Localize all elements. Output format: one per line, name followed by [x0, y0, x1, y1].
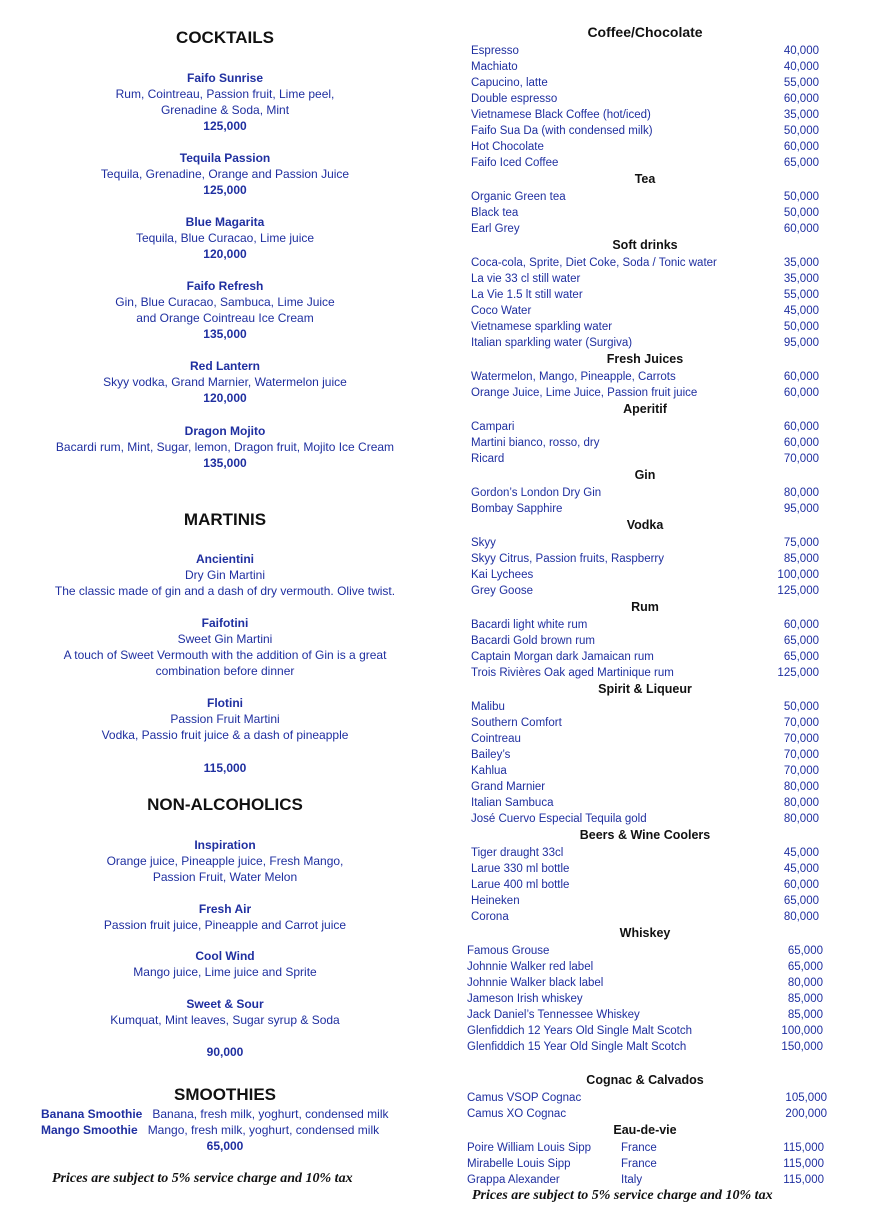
- drink-name: Bacardi light white rum: [471, 619, 588, 631]
- drink-price: 60,000: [783, 387, 819, 399]
- cocktail-name: Red Lantern: [189, 359, 260, 373]
- drink-price: 80,000: [783, 911, 819, 923]
- cocktail-desc: and Orange Cointreau Ice Cream: [136, 311, 314, 325]
- cocktail-tequila-passion: [0, 150, 450, 198]
- smoothie-name: Banana Smoothie: [41, 1107, 143, 1121]
- drink-name: Faifo Iced Coffee: [471, 157, 559, 169]
- smoothie-desc: Banana, fresh milk, yoghurt, condensed milk: [152, 1107, 389, 1121]
- drink-name: Skyy: [471, 537, 496, 549]
- drink-price: 65,000: [783, 651, 819, 663]
- drink-name: Kai Lychees: [471, 569, 534, 581]
- martini-desc: Passion Fruit Martini: [170, 712, 280, 726]
- drink-price: 45,000: [783, 847, 819, 859]
- cocktail-name: Blue Magarita: [185, 215, 265, 229]
- drink-name: Johnnie Walker black label: [467, 977, 604, 989]
- drink-price: 50,000: [783, 125, 819, 137]
- cocktail-price: 120,000: [203, 391, 247, 405]
- martinis-title: MARTINIS: [183, 510, 267, 529]
- martini-desc: The classic made of gin and a dash of dry vermouth. Olive twist.: [54, 584, 396, 598]
- drink-name: Grappa Alexander: [467, 1174, 560, 1186]
- mocktail-desc: Kumquat, Mint leaves, Sugar syrup & Soda: [110, 1013, 340, 1027]
- drink-name: Larue 400 ml bottle: [471, 879, 570, 891]
- drink-price: 35,000: [783, 109, 819, 121]
- drink-price: 80,000: [783, 797, 819, 809]
- drink-name: Faifo Sua Da (with condensed milk): [471, 125, 653, 137]
- martini-desc: Vodka, Passio fruit juice & a dash of pineapple: [101, 728, 349, 742]
- drink-origin: France: [621, 1158, 657, 1170]
- section-gin-title: Gin: [634, 468, 656, 482]
- drink-origin: France: [621, 1142, 657, 1154]
- cocktail-desc: Tequila, Grenadine, Orange and Passion Juice: [100, 167, 350, 181]
- drink-price: 70,000: [783, 749, 819, 761]
- drink-price: 65,000: [787, 945, 823, 957]
- drink-price: 60,000: [783, 421, 819, 433]
- cocktail-desc: Gin, Blue Curacao, Sambuca, Lime Juice: [115, 295, 335, 309]
- drink-price: 50,000: [783, 701, 819, 713]
- cocktail-desc: Bacardi rum, Mint, Sugar, lemon, Dragon fruit, Mojito Ice Cream: [55, 440, 395, 454]
- cocktail-name: Faifo Refresh: [186, 279, 264, 293]
- mocktail-name: Cool Wind: [195, 949, 255, 963]
- drink-price: 60,000: [783, 437, 819, 449]
- drink-price: 80,000: [783, 813, 819, 825]
- martini-name: Flotini: [207, 696, 243, 710]
- mocktail-name: Sweet & Sour: [186, 997, 264, 1011]
- section-tea-title: Tea: [634, 172, 656, 186]
- smoothie-desc: Mango, fresh milk, yoghurt, condensed milk: [147, 1123, 380, 1137]
- drink-price: 65,000: [783, 895, 819, 907]
- section-soft-drinks-title: Soft drinks: [612, 238, 678, 252]
- smoothie-banana: [41, 1106, 389, 1122]
- drink-price: 105,000: [785, 1092, 827, 1104]
- drink-price: 85,000: [787, 993, 823, 1005]
- drink-name: Orange Juice, Lime Juice, Passion fruit juice: [471, 387, 698, 399]
- drink-price: 85,000: [787, 1009, 823, 1021]
- cocktail-price: 135,000: [203, 456, 247, 470]
- drink-price: 70,000: [783, 733, 819, 745]
- drink-name: Italian sparkling water (Surgiva): [471, 337, 633, 349]
- drink-name: Captain Morgan dark Jamaican rum: [471, 651, 654, 663]
- section-spirit-title: Spirit & Liqueur: [598, 682, 692, 696]
- drink-name: Italian Sambuca: [471, 797, 554, 809]
- martini-desc: combination before dinner: [155, 664, 295, 678]
- mocktail-fresh-air: [0, 901, 450, 933]
- smoothie-mango: [41, 1122, 379, 1138]
- mocktail-inspiration: [0, 837, 450, 885]
- mocktail-desc: Passion fruit juice, Pineapple and Carrot juice: [103, 918, 347, 932]
- drink-price: 95,000: [783, 337, 819, 349]
- drink-name: Vietnamese sparkling water: [471, 321, 613, 333]
- cocktail-dragon-mojito: [0, 423, 450, 471]
- smoothies-price: 65,000: [206, 1139, 244, 1153]
- martini-desc: Sweet Gin Martini: [177, 632, 273, 646]
- drink-name: Larue 330 ml bottle: [471, 863, 570, 875]
- drink-name: Grey Goose: [471, 585, 533, 597]
- drink-name: Trois Rivières Oak aged Martinique rum: [471, 667, 674, 679]
- drink-price: 55,000: [783, 289, 819, 301]
- drink-name: Martini bianco, rosso, dry: [471, 437, 600, 449]
- mocktail-desc: Orange juice, Pineapple juice, Fresh Mango,: [106, 854, 344, 868]
- section-beers-title: Beers & Wine Coolers: [579, 828, 711, 842]
- drink-name: Camus VSOP Cognac: [467, 1092, 582, 1104]
- mocktail-desc: Passion Fruit, Water Melon: [152, 870, 298, 884]
- drink-price: 50,000: [783, 207, 819, 219]
- drink-name: La Vie 1.5 lt still water: [471, 289, 583, 301]
- drink-price: 85,000: [783, 553, 819, 565]
- drink-price: 40,000: [783, 61, 819, 73]
- drink-price: 70,000: [783, 717, 819, 729]
- martini-faifotini: [0, 615, 450, 679]
- drink-name: Watermelon, Mango, Pineapple, Carrots: [471, 371, 676, 383]
- drink-price: 60,000: [783, 93, 819, 105]
- drink-name: Cointreau: [471, 733, 521, 745]
- drink-name: Gordon’s London Dry Gin: [471, 487, 602, 499]
- drink-price: 115,000: [783, 1158, 824, 1170]
- drink-price: 65,000: [783, 157, 819, 169]
- martinis-price: 115,000: [203, 761, 247, 775]
- drink-price: 100,000: [781, 1025, 823, 1037]
- drink-price: 45,000: [783, 305, 819, 317]
- drink-name: Jack Daniel’s Tennessee Whiskey: [467, 1009, 640, 1021]
- drink-price: 40,000: [783, 45, 819, 57]
- drink-name: Skyy Citrus, Passion fruits, Raspberry: [471, 553, 665, 565]
- cocktail-blue-magarita: [0, 214, 450, 262]
- drink-price: 60,000: [783, 223, 819, 235]
- drink-name: Glenfiddich 12 Years Old Single Malt Scotch: [467, 1025, 693, 1037]
- section-coffee-title: Coffee/Chocolate: [587, 24, 703, 40]
- drink-price: 50,000: [783, 321, 819, 333]
- mocktail-sweet-sour: [0, 996, 450, 1028]
- drink-name: Camus XO Cognac: [467, 1108, 567, 1120]
- cocktail-name: Tequila Passion: [179, 151, 271, 165]
- drink-name: Bailey’s: [471, 749, 511, 761]
- drink-price: 70,000: [783, 453, 819, 465]
- drink-name: Machiato: [471, 61, 518, 73]
- cocktail-desc: Rum, Cointreau, Passion fruit, Lime peel,: [115, 87, 335, 101]
- cocktail-name: Dragon Mojito: [184, 424, 266, 438]
- mocktail-name: Fresh Air: [198, 902, 252, 916]
- drink-name: Bombay Sapphire: [471, 503, 563, 515]
- drink-name: Espresso: [471, 45, 519, 57]
- martini-name: Ancientini: [195, 552, 254, 566]
- drink-price: 150,000: [781, 1041, 823, 1053]
- drink-price: 65,000: [783, 635, 819, 647]
- drink-name: Vietnamese Black Coffee (hot/iced): [471, 109, 651, 121]
- drink-name: Coco Water: [471, 305, 532, 317]
- martini-desc: Dry Gin Martini: [184, 568, 265, 582]
- drink-name: Ricard: [471, 453, 505, 465]
- drink-name: Double espresso: [471, 93, 558, 105]
- cocktail-name: Faifo Sunrise: [186, 71, 263, 85]
- section-whiskey-title: Whiskey: [619, 926, 671, 940]
- cocktail-red-lantern: [0, 358, 450, 406]
- drink-price: 45,000: [783, 863, 819, 875]
- drink-name: La vie 33 cl still water: [471, 273, 581, 285]
- drink-price: 115,000: [783, 1142, 824, 1154]
- drink-origin: Italy: [621, 1174, 643, 1186]
- drink-name: Grand Marnier: [471, 781, 546, 793]
- cocktail-price: 125,000: [203, 119, 247, 133]
- drink-price: 65,000: [787, 961, 823, 973]
- section-cognac-title: Cognac & Calvados: [586, 1073, 704, 1087]
- drink-price: 115,000: [783, 1174, 824, 1186]
- drink-name: Jameson Irish whiskey: [467, 993, 583, 1005]
- drink-price: 95,000: [783, 503, 819, 515]
- martini-ancientini: [0, 551, 450, 599]
- service-charge-note-right: Prices are subject to 5% service charge and 10% tax: [472, 1188, 773, 1203]
- drink-name: Tiger draught 33cl: [471, 847, 564, 859]
- non-alcoholics-title: NON-ALCOHOLICS: [147, 795, 303, 814]
- drink-name: Heineken: [471, 895, 520, 907]
- drink-name: Capucino, latte: [471, 77, 548, 89]
- drink-name: Kahlua: [471, 765, 507, 777]
- drink-name: Organic Green tea: [471, 191, 566, 203]
- cocktail-price: 125,000: [203, 183, 247, 197]
- drink-name: Hot Chocolate: [471, 141, 544, 153]
- drink-price: 35,000: [783, 273, 819, 285]
- drink-price: 60,000: [783, 619, 819, 631]
- drink-name: Campari: [471, 421, 515, 433]
- section-fresh-juices-title: Fresh Juices: [606, 352, 684, 366]
- non-alcoholics-price: 90,000: [206, 1045, 244, 1059]
- drink-price: 35,000: [783, 257, 819, 269]
- cocktails-title: COCKTAILS: [176, 28, 274, 47]
- drink-price: 125,000: [777, 585, 819, 597]
- drink-name: José Cuervo Especial Tequila gold: [471, 813, 647, 825]
- drink-name: Mirabelle Louis Sipp: [467, 1158, 571, 1170]
- martini-name: Faifotini: [201, 616, 249, 630]
- cocktail-price: 120,000: [203, 247, 247, 261]
- section-eau-de-vie-title: Eau-de-vie: [613, 1123, 677, 1137]
- drink-name: Glenfiddich 15 Year Old Single Malt Scotch: [467, 1041, 687, 1053]
- drink-name: Famous Grouse: [467, 945, 550, 957]
- drink-price: 70,000: [783, 765, 819, 777]
- drink-price: 60,000: [783, 879, 819, 891]
- drink-price: 80,000: [787, 977, 823, 989]
- cocktail-desc: Grenadine & Soda, Mint: [160, 103, 290, 117]
- drink-price: 80,000: [783, 781, 819, 793]
- cocktail-desc: Skyy vodka, Grand Marnier, Watermelon juice: [103, 375, 347, 389]
- drink-name: Black tea: [471, 207, 519, 219]
- martini-desc: A touch of Sweet Vermouth with the addition of Gin is a great: [63, 648, 387, 662]
- drink-price: 80,000: [783, 487, 819, 499]
- drink-name: Poire William Louis Sipp: [467, 1142, 591, 1154]
- service-charge-note: Prices are subject to 5% service charge and 10% tax: [52, 1171, 353, 1186]
- section-rum-title: Rum: [631, 600, 659, 614]
- drink-price: 50,000: [783, 191, 819, 203]
- drink-price: 60,000: [783, 141, 819, 153]
- cocktail-price: 135,000: [203, 327, 247, 341]
- cocktail-faifo-sunrise: [0, 70, 450, 134]
- drink-name: Coca-cola, Sprite, Diet Coke, Soda / Tonic water: [471, 257, 717, 269]
- mocktail-cool-wind: [0, 948, 450, 980]
- mocktail-desc: Mango juice, Lime juice and Sprite: [133, 965, 317, 979]
- martini-flotini: [0, 695, 450, 743]
- drink-name: Earl Grey: [471, 223, 520, 235]
- mocktail-name: Inspiration: [194, 838, 256, 852]
- drink-price: 100,000: [777, 569, 819, 581]
- smoothie-name: Mango Smoothie: [41, 1123, 138, 1137]
- drink-name: Bacardi Gold brown rum: [471, 635, 595, 647]
- cocktail-desc: Tequila, Blue Curacao, Lime juice: [135, 231, 315, 245]
- smoothies-title: SMOOTHIES: [173, 1085, 276, 1104]
- section-vodka-title: Vodka: [626, 518, 664, 532]
- drink-price: 125,000: [777, 667, 819, 679]
- drink-price: 60,000: [783, 371, 819, 383]
- cocktail-faifo-refresh: [0, 278, 450, 342]
- drink-name: Corona: [471, 911, 509, 923]
- drink-name: Johnnie Walker red label: [467, 961, 594, 973]
- drink-name: Malibu: [471, 701, 505, 713]
- drink-price: 200,000: [785, 1108, 827, 1120]
- section-aperitif-title: Aperitif: [623, 402, 667, 416]
- drink-price: 75,000: [783, 537, 819, 549]
- drink-price: 55,000: [783, 77, 819, 89]
- drink-name: Southern Comfort: [471, 717, 562, 729]
